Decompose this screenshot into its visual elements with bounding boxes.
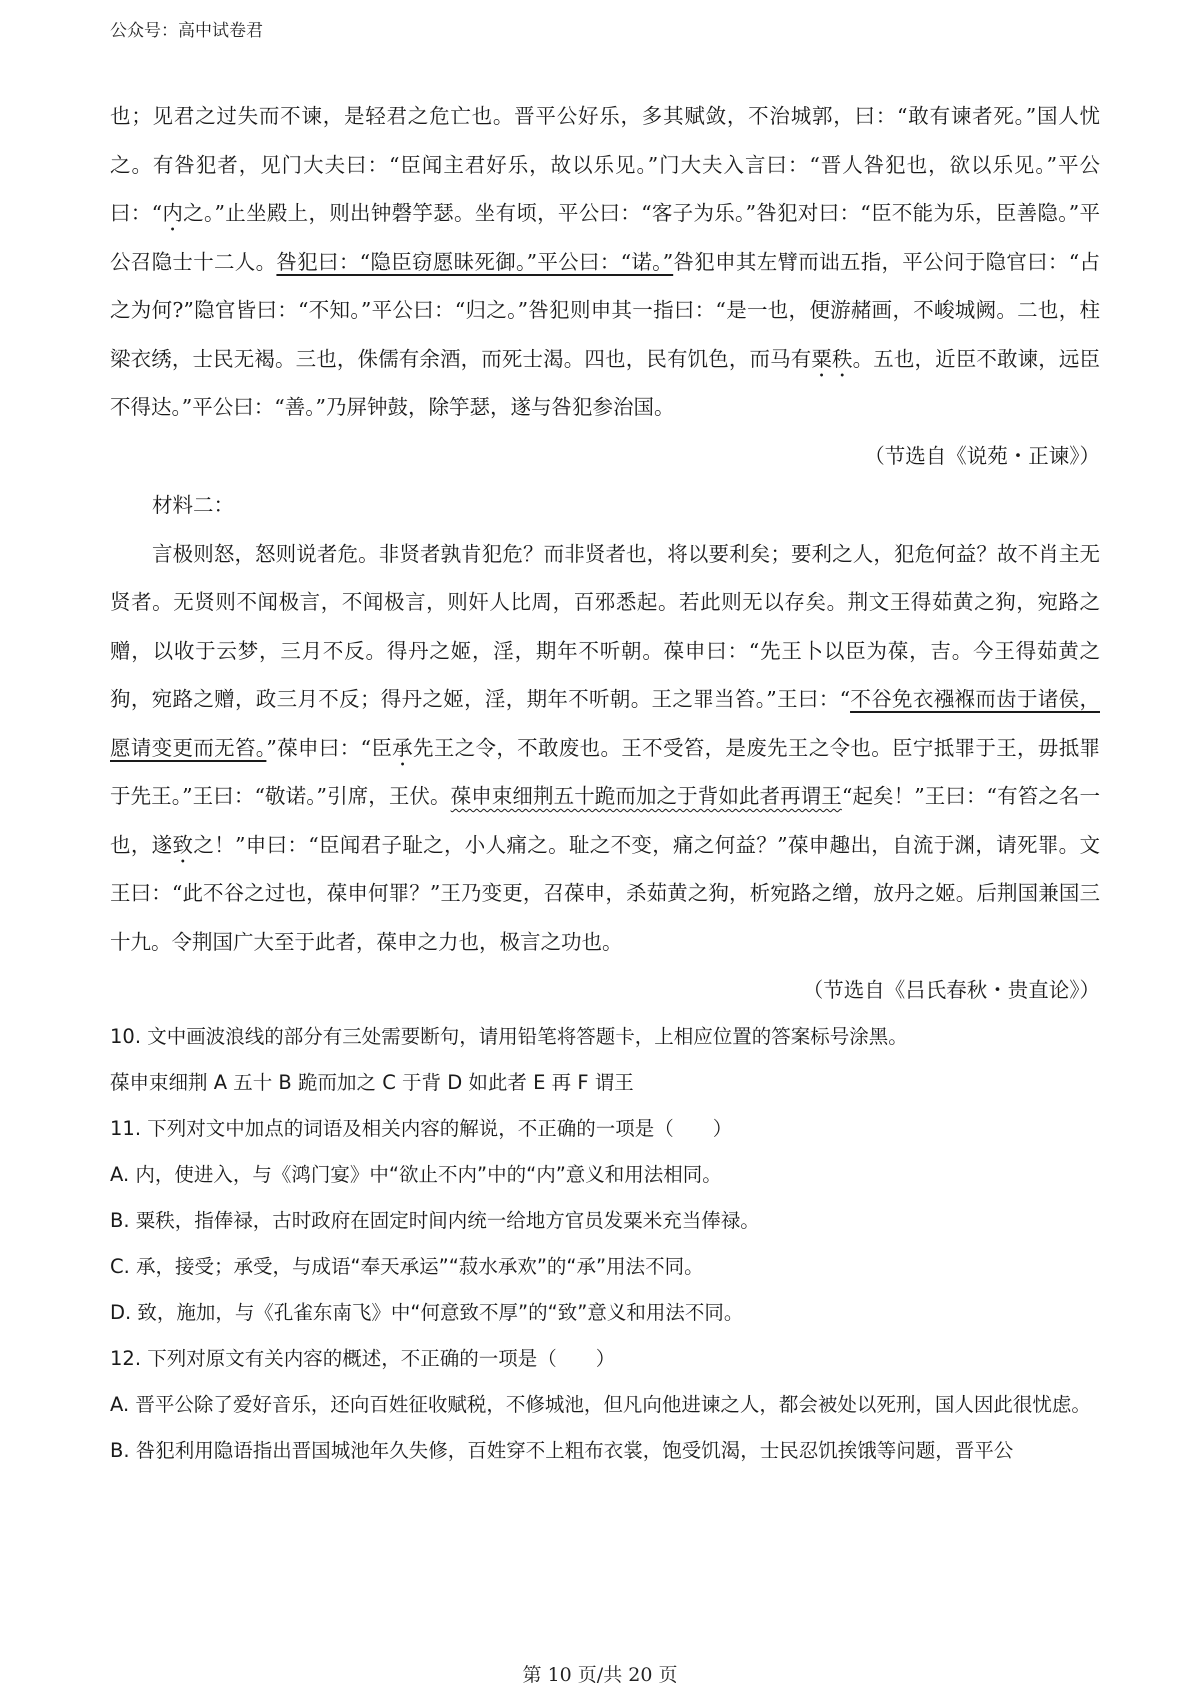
watermark-header: 公众号：高中试卷君 xyxy=(110,21,263,41)
dotted-word-nei: 内 xyxy=(162,201,184,225)
question-11: 11. 下列对文中加点的词语及相关内容的解说，不正确的一项是（ ） xyxy=(110,1117,733,1140)
dotted-word-cheng: 承 xyxy=(392,735,413,760)
text-span: 之！”申曰：“臣闻君子耻之，小人痛之。耻之不变，痛之何益？”葆申趣出，自流于渊，请死罪。文王曰：“此不谷之过也，葆申何罪？”王乃变更，召葆申，杀茹黄之狗，析宛路之缯，放丹之姬。后荆国兼国三十九。令荆国广大至于此者，葆申之力也，极言之功也。 xyxy=(110,832,1101,954)
dotted-word-sulu: 粟秩 xyxy=(811,346,853,371)
text-span: 之。”止坐殿上，则出钟磬竽瑟。坐有顷，平公曰：“客子为乐。”咎犯对曰：“臣不能为乐，臣善隐。”平公召隐士十二人。 xyxy=(110,201,1101,274)
question-10: 10. 文中画波浪线的部分有三处需要断句，请用铅笔将答题卡，上相应位置的答案标号涂黑。 xyxy=(110,1025,908,1048)
page-content xyxy=(110,92,1100,1474)
question-12-option-a: A. 晋平公除了爱好音乐，还向百姓征收赋税，不修城池，但凡向他进谏之人，都会被处以死刑，国人因此很忧虑。 xyxy=(110,1393,1091,1416)
question-12-option-b: B. 咎犯利用隐语指出晋国城池年久失修，百姓穿不上粗布衣裳，饱受饥渴，士民忍饥挨饿等问题，晋平公 xyxy=(110,1439,1014,1462)
question-11-option-b: B. 粟秩，指俸禄，古时政府在固定时间内统一给地方官员发粟米充当俸禄。 xyxy=(110,1209,760,1232)
text-span: 先王之令，不敢废也。王不受笞，是废先王之令也。臣宁抵罪于王，毋抵罪于先王。”王曰：“敬诺。”引席，王伏。 xyxy=(110,735,1101,808)
question-11-option-c: C. 承，接受；承受，与成语“奉天承运”“菽水承欢”的“承”用法不同。 xyxy=(110,1255,704,1278)
questions-section xyxy=(110,1014,1100,1474)
text-span: 咎犯申其左臂而诎五指，平公问于隐官曰：“占之为何?”隐官皆曰：“不知。”平公曰：“归之。”咎犯则申其一指曰：“是一也，便游赭画，不峻城阙。二也，柱梁衣绣，士民无褐。三也，侏儒有余酒，而死士渴。四也，民有饥色，而马有 xyxy=(110,249,1101,371)
question-10-options-line: 葆申束细荆 A 五十 B 跪而加之 C 于背 D 如此者 E 再 F 谓王 xyxy=(110,1071,634,1094)
question-11-option-d: D. 致，施加，与《孔雀东南飞》中“何意致不厚”的“致”意义和用法不同。 xyxy=(110,1301,744,1324)
text-span: 。五也，近臣不敢谏，远臣不得达。”平公曰：“善。”乃屏钟鼓，除竽瑟，遂与咎犯参治国。 xyxy=(110,346,1101,419)
material-one-paragraph xyxy=(110,92,1100,432)
text-span: 也；见君之过失而不谏，是轻君之危亡也。晋平公好乐，多其赋敛，不治城郭，曰：“敢有谏者死。”国人忧之。有咎犯者，见门大夫曰：“臣闻主君好乐，故以乐见。”门大夫入言曰：“晋人咎犯也，欲以乐见。”平公曰：“ xyxy=(110,104,1100,225)
question-12: 12. 下列对原文有关内容的概述，不正确的一项是（ ） xyxy=(110,1347,616,1370)
text-span: ”葆申曰：“臣 xyxy=(266,735,393,760)
underlined-sentence-one: 咎犯曰：“隐臣窃愿昧死御。”平公曰：“诺。” xyxy=(276,249,674,274)
material-two-paragraph xyxy=(110,530,1100,967)
page-number-footer: 第 10 页/共 20 页 xyxy=(522,1664,678,1686)
text-span: 言极则怒，怒则说者危。非贤者孰肯犯危？而非贤者也，将以要利矣；要利之人，犯危何益？故不肖主无贤者。无贤则不闻极言，不闻极言，则奸人比周，百邪悉起。若此则无以存矣。荆文王得茹黄之狗，宛路之赠，以收于云梦，三月不反。得丹之姬，淫，期年不听朝。葆申曰：“先王卜以臣为葆，吉。今王得茹黄之狗，宛路之赠，政三月不反；得丹之姬，淫，期年不听朝。王之罪当笞。”王曰：“ xyxy=(110,541,1100,711)
material-one-source: （节选自《说苑・正谏》） xyxy=(864,443,1100,468)
wavy-underlined-passage: 葆申束细荆五十跪而加之于背如此者再谓王 xyxy=(450,784,842,808)
material-two-source: （节选自《吕氏春秋・贵直论》） xyxy=(802,978,1100,1002)
underlined-sentence-two: 不谷免衣襁褓而齿于诸侯，愿请变更而无笞。 xyxy=(110,687,1100,760)
question-11-option-a: A. 内，使进入，与《鸿门宴》中“欲止不内”中的“内”意义和用法相同。 xyxy=(110,1163,722,1186)
text-span: “起矣！”王曰：“有笞之名一也，遂 xyxy=(110,784,1100,857)
dotted-word-zhi: 致 xyxy=(172,832,194,857)
material-two-label: 材料二： xyxy=(152,492,234,517)
